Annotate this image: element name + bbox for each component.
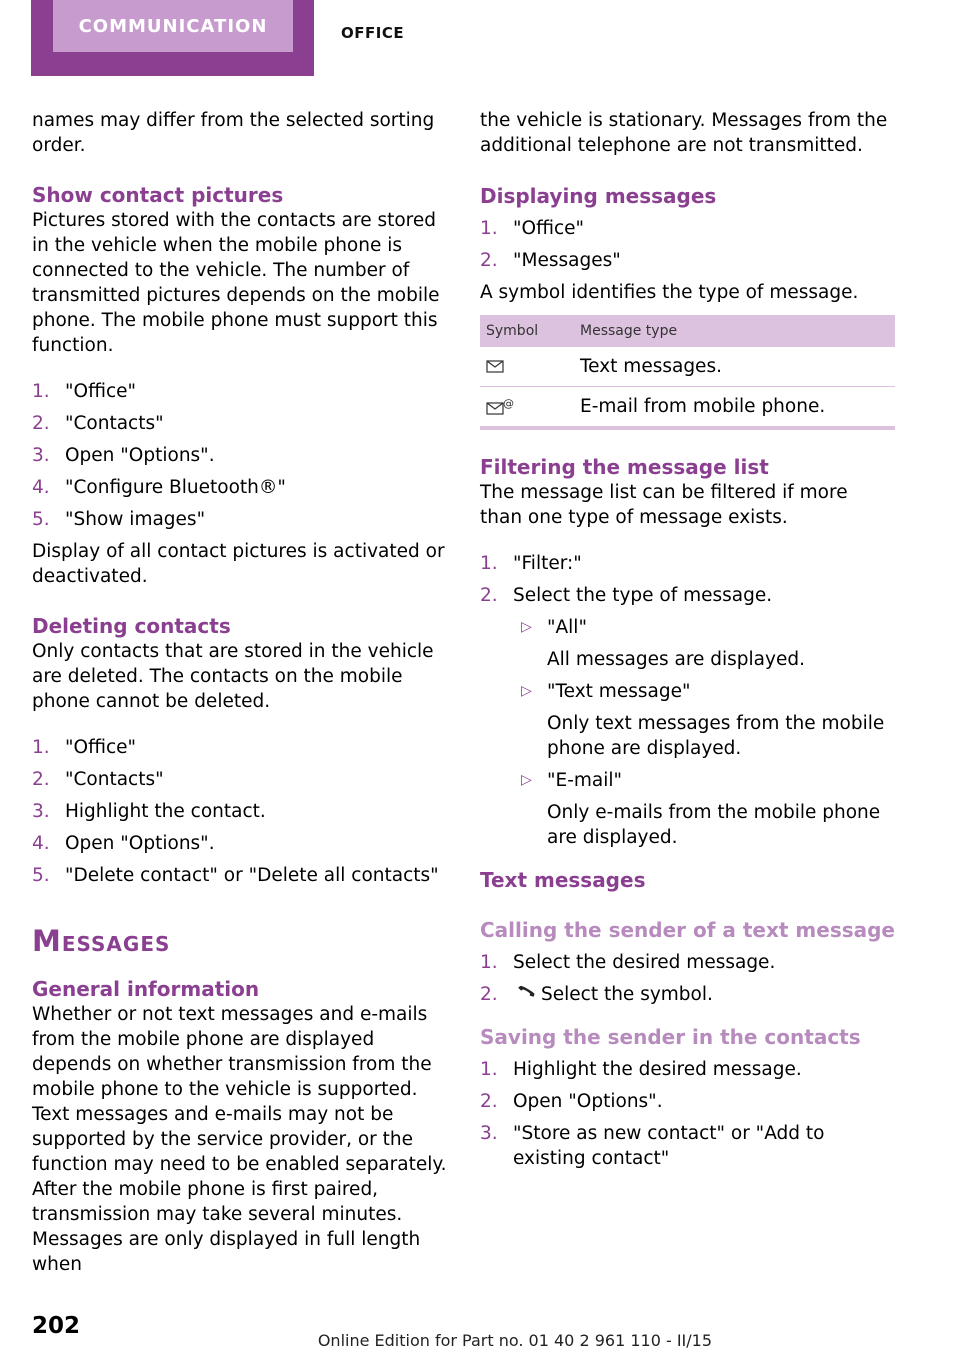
table-row	[480, 387, 895, 430]
col-type-header: Message type	[580, 323, 678, 339]
heading-deleting-contacts: Deleting contacts	[32, 614, 231, 638]
svg-text:@: @	[503, 396, 514, 410]
filter-options	[513, 615, 895, 850]
show-pictures-steps	[32, 379, 447, 532]
intro-text: names may differ from the selected sorting order.	[32, 110, 435, 156]
heading-messages: Messages	[32, 924, 171, 958]
left-column	[32, 108, 447, 1277]
filtering-text: The message list can be filtered if more than one type of message exists.	[480, 482, 848, 528]
list-item: 4. Open "Options".	[32, 833, 215, 854]
envelope-icon	[486, 360, 504, 373]
list-item: 1. "Office"	[32, 737, 137, 758]
list-item: 1. Highlight the desired message.	[480, 1059, 802, 1080]
displaying-steps	[480, 216, 895, 273]
heading-calling-sender: Calling the sender of a text message	[480, 918, 895, 942]
phone-icon	[513, 986, 537, 1002]
list-item: 5. "Delete contact" or "Delete all contacts"	[32, 865, 439, 886]
table-row	[480, 347, 895, 387]
list-item: 4. "Configure Bluetooth®"	[32, 477, 286, 498]
list-item: 1. "Office"	[32, 381, 137, 402]
table-header	[480, 315, 895, 347]
displaying-after: A symbol identifies the type of message.	[480, 282, 859, 303]
list-item: 2. Open "Options".	[480, 1091, 663, 1112]
list-item: 1. "Filter:"	[480, 553, 582, 574]
list-item: ▷ "Text message" Only text messages from the mobile phone are displayed.	[521, 681, 885, 759]
list-item: 2. "Contacts"	[32, 769, 164, 790]
list-item: 1. Select the desired message.	[480, 952, 776, 973]
filtering-steps	[480, 551, 895, 850]
message-type-table	[480, 315, 895, 430]
heading-general-information: General information	[32, 977, 260, 1001]
heading-filtering: Filtering the message list	[480, 455, 769, 479]
heading-text-messages: Text messages	[480, 868, 646, 892]
show-pictures-text: Pictures stored with the contacts are stored in the vehicle when the mobile phone is connected to the vehicle. The number of transmitted pictures depends on the mobile phone. The mobile phone must support this function.	[32, 210, 440, 356]
tab-communication	[31, 0, 314, 76]
col-symbol-header: Symbol	[486, 323, 539, 339]
tab-communication-label: COMMUNICATION	[53, 0, 293, 52]
page-header	[0, 0, 960, 78]
list-item: 3. "Store as new contact" or "Add to existing contact"	[480, 1123, 825, 1169]
heading-show-contact-pictures: Show contact pictures	[32, 183, 284, 207]
list-item: ▷ "All" All messages are displayed.	[521, 617, 805, 670]
list-item: 2. Select the type of message. ▷ "All" All messages are displayed. ▷ "Text message" Only text messages from the mobile phone are displayed. ▷ "E-mail" Only e-mails from the mobile phone are displayed.	[480, 583, 895, 850]
saving-steps	[480, 1057, 895, 1171]
list-item: 5. "Show images"	[32, 509, 206, 530]
tab-office: OFFICE	[341, 24, 405, 42]
list-item: ▷ "E-mail" Only e-mails from the mobile phone are displayed.	[521, 770, 881, 848]
heading-saving-sender: Saving the sender in the contacts	[480, 1025, 861, 1049]
edition-text: Online Edition for Part no. 01 40 2 961 110 - II/15	[317, 1331, 712, 1350]
page-number: 202	[32, 1313, 81, 1339]
show-pictures-after: Display of all contact pictures is activated or deactivated.	[32, 541, 445, 587]
right-column	[480, 108, 895, 1178]
list-item: 2. "Messages"	[480, 250, 621, 271]
list-item: 3. Open "Options".	[32, 445, 215, 466]
right-intro-text: the vehicle is stationary. Messages from the additional telephone are not transmitted.	[480, 110, 888, 156]
list-item: 2. "Contacts"	[32, 413, 164, 434]
calling-steps	[480, 950, 895, 1007]
heading-displaying-messages: Displaying messages	[480, 184, 717, 208]
list-item: 3. Highlight the contact.	[32, 801, 266, 822]
table-cell: E-mail from mobile phone.	[580, 396, 826, 417]
general-text: Whether or not text messages and e-mails from the mobile phone are displayed depends on whether transmission from the mobile phone to the vehicle is supported. Text messages and e-mails may not be supported by the service provider, or the function may need to be enabled separately. After the mobile phone is first paired, transmission may take several minutes. Messages are only displayed in full length when	[32, 1004, 447, 1275]
deleting-steps	[32, 735, 447, 888]
list-item: 1. "Office"	[480, 218, 585, 239]
list-item: 2. Select the symbol.	[480, 984, 713, 1005]
table-cell: Text messages.	[580, 356, 722, 377]
email-at-icon	[486, 397, 514, 417]
deleting-text: Only contacts that are stored in the vehicle are deleted. The contacts on the mobile phone cannot be deleted.	[32, 641, 434, 712]
